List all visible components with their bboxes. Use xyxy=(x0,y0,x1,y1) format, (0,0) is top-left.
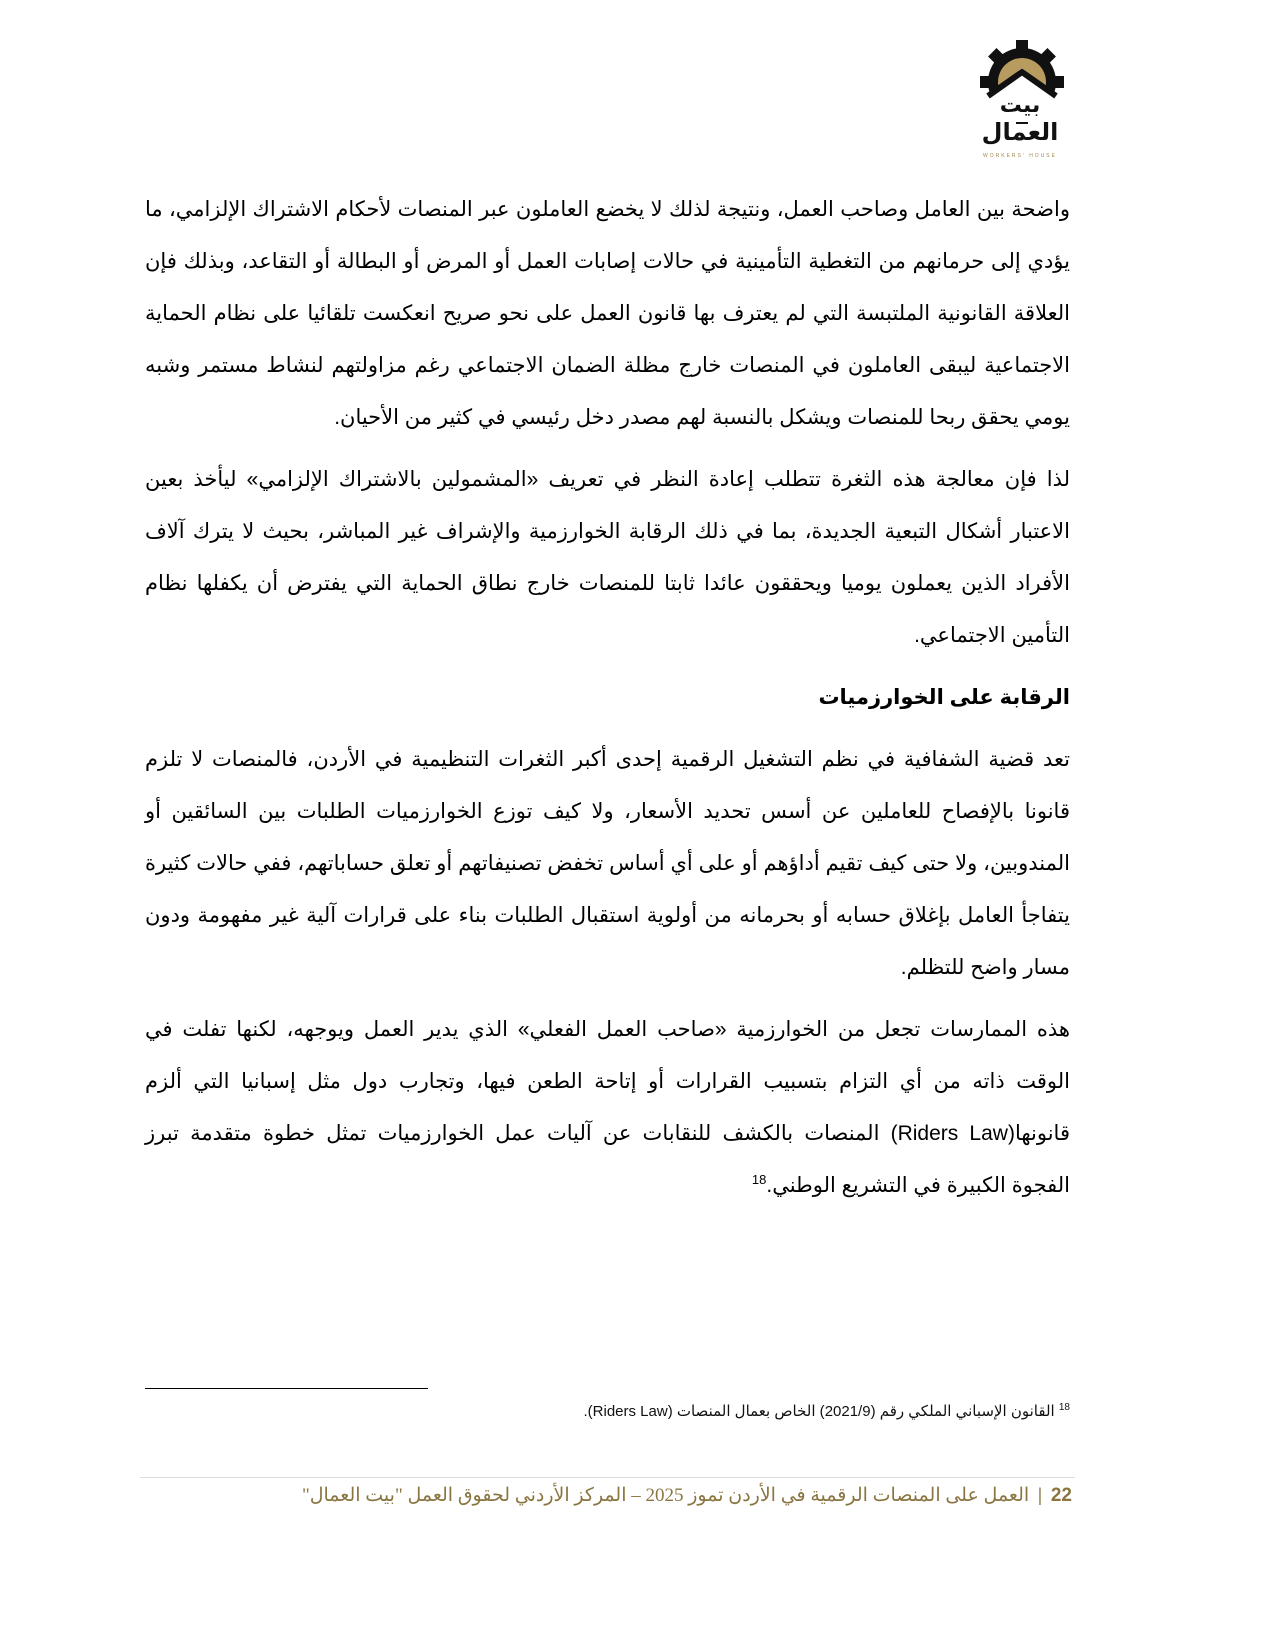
paragraph-4-part2: المنصات بالكشف للنقابات عن آليات عمل الخوارزميات تمثل خطوة متقدمة تبرز الفجوة الكبيرة في التشريع الوطني. xyxy=(145,1122,1070,1197)
footer-separator: | xyxy=(1037,1485,1043,1506)
page-footer xyxy=(302,1484,1072,1507)
riders-law-term: (Riders Law) xyxy=(890,1122,1015,1145)
page-number: 22 xyxy=(1050,1485,1072,1506)
logo-text-line2: العمال xyxy=(981,119,1059,146)
footnote-reference[interactable]: 18 xyxy=(751,1172,767,1187)
logo-text-line1: بيت xyxy=(999,92,1041,117)
paragraph-2: لذا فإن معالجة هذه الثغرة تتطلب إعادة النظر في تعريف «المشمولين بالاشتراك الإلزامي» ليأخذ بعين الاعتبار أشكال التبعية الجديدة، بما في ذلك الرقابة الخوارزمية والإشراف غير المباشر، بحيث لا يترك آلاف الأفراد الذين يعملون يوميا ويحققون عائدا ثابتا للمنصات خارج نطاق الحماية التي يفترض أن يكفلها نظام التأمين الاجتماعي. xyxy=(145,468,1070,647)
footnote-number: 18 xyxy=(1058,1402,1070,1413)
document-body xyxy=(145,184,1070,1222)
paragraph-1: واضحة بين العامل وصاحب العمل، ونتيجة لذلك لا يخضع العاملون عبر المنصات لأحكام الاشتراك الإلزامي، ما يؤدي إلى حرمانهم من التغطية التأمينية في حالات إصابات العمل أو المرض أو البطالة أو التقاعد، وبذلك فإن العلاقة القانونية الملتبسة التي لم يعترف بها قانون العمل على نحو صريح انعكست تلقائيا على نظام الحماية الاجتماعية ليبقى العاملون في المنصات خارج مظلة الضمان الاجتماعي رغم مزاولتهم لنشاط مستمر وشبه يومي يحقق ربحا للمنصات ويشكل بالنسبة لهم مصدر دخل رئيسي في كثير من الأحيان. xyxy=(145,198,1070,429)
footer-text: العمل على المنصات الرقمية في الأردن تموز 2025 – المركز الأردني لحقوق العمل "بيت العمال" xyxy=(301,1485,1030,1506)
paragraph-4-part1: هذه الممارسات تجعل من الخوارزمية «صاحب العمل الفعلي» الذي يدير العمل ويوجهه، لكنها تفلت في الوقت ذاته من أي التزام بتسبيب القرارات أو إتاحة الطعن فيها، وتجارب دول مثل إسبانيا التي ألزم قانونها xyxy=(145,1018,1070,1145)
paragraph-4 xyxy=(145,1004,1070,1212)
workers-house-logo xyxy=(960,40,1080,160)
paragraph-3: تعد قضية الشفافية في نظم التشغيل الرقمية إحدى أكبر الثغرات التنظيمية في الأردن، فالمنصات لا تلزم قانونا بالإفصاح للعاملين عن أسس تحديد الأسعار، ولا كيف توزع الخوارزميات الطلبات بين السائقين أو المندوبين، ولا حتى كيف تقيم أداؤهم أو على أي أساس تخفض تصنيفاتهم أو تعلق حساباتهم، ففي حالات كثيرة يتفاجأ العامل بإغلاق حسابه أو بحرمانه من أولوية استقبال الطلبات بناء على قرارات آلية غير مفهومة ودون مسار واضح للتظلم. xyxy=(145,748,1070,979)
footnote xyxy=(584,1402,1071,1420)
footnote-text: القانون الإسباني الملكي رقم (2021/9) الخاص بعمال المنصات (Riders Law). xyxy=(583,1403,1059,1420)
footer-divider xyxy=(140,1477,1075,1478)
logo-subtitle: WORKERS' HOUSE xyxy=(983,153,1057,159)
section-heading: الرقابة على الخوارزميات xyxy=(818,686,1070,709)
footnote-separator xyxy=(145,1388,428,1389)
